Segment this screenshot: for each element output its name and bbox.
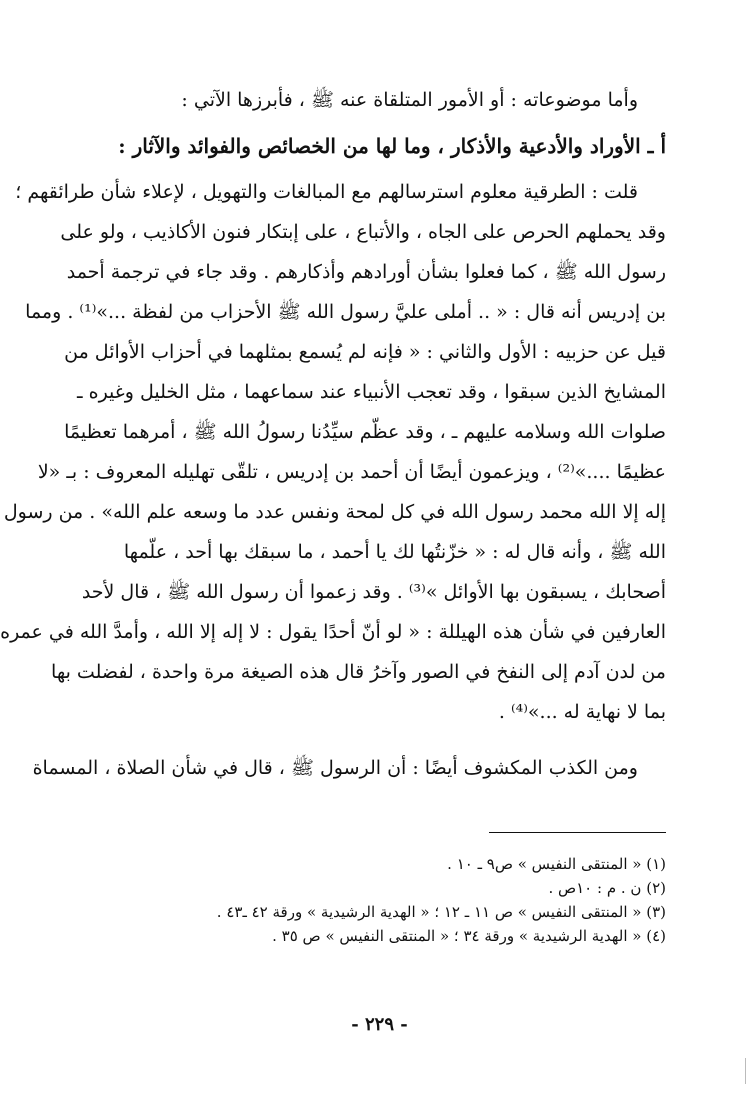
body-line: الله ﷺ ، وأنه قال له : « خزّنتُها لك يا أحمد ، ما سبقك بها أحد ، علّمها	[123, 541, 666, 563]
intro-paragraph	[76, 80, 666, 120]
body-line: من لدن آدم إلى النفخ في الصور وآخرُ قال هذه الصيغة مرة واحدة ، لفضلت بها	[51, 661, 666, 683]
footnote: (١) « المنتقى النفيس » ص٩ ـ ١٠ .	[447, 855, 666, 873]
footnote: (٤) « الهدية الرشيدية » ورقة ٣٤ ؛ « المنتقى النفيس » ص ٣٥ .	[272, 927, 666, 945]
body-line: عظيمًا ....»⁽²⁾ ، ويزعمون أيضًا أن أحمد بن إدريس ، تلقّى تهليله المعروف : بـ «لا	[37, 461, 666, 483]
footnotes	[76, 852, 666, 948]
body-line: بما لا نهاية له ...»⁽⁴⁾ .	[498, 701, 666, 723]
section-heading: أ ـ الأوراد والأدعية والأذكار ، وما لها من الخصائص والفوائد والآثار :	[118, 134, 666, 158]
page-number: - ٢٢٩ -	[351, 1014, 408, 1035]
body-line: قيل عن حزبيه : الأول والثاني : « فإنه لم يُسمع بمثلهما في أحزاب الأوائل من	[64, 341, 666, 363]
main-paragraph	[0, 172, 666, 732]
section-heading-block	[76, 126, 666, 166]
body-line: المشايخ الذين سبقوا ، وقد تعجب الأنبياء عند سماعهما ، مثل الخليل وغيره ـ	[77, 381, 666, 403]
body-line: قلت : الطرقية معلوم استرسالهم مع المبالغات والتهويل ، لإعلاء شأن طرائقهم ؛	[15, 181, 638, 203]
footnote-separator	[489, 832, 666, 833]
footnote: (٣) « المنتقى النفيس » ص ١١ ـ ١٢ ؛ « الهدية الرشيدية » ورقة ٤٢ ـ٤٣ .	[216, 903, 666, 921]
body-line: إله إلا الله محمد رسول الله في كل لمحة ونفس عدد ما وسعه علم الله» . من رسول	[3, 501, 666, 523]
footnote: (٢) ن . م : ١٠ص .	[548, 879, 666, 897]
closing-paragraph	[32, 748, 666, 788]
intro-line: وأما موضوعاته : أو الأمور المتلقاة عنه ﷺ ، فأبرزها الآتي :	[181, 89, 638, 111]
closing-line: ومن الكذب المكشوف أيضًا : أن الرسول ﷺ ، قال في شأن الصلاة ، المسماة	[32, 757, 638, 779]
margin-mark	[739, 1058, 746, 1084]
body-line: وقد يحملهم الحرص على الجاه ، والأتباع ، على إبتكار فنون الأكاذيب ، ولو على	[60, 221, 666, 243]
body-line: أصحابك ، يسبقون بها الأوائل »⁽³⁾ . وقد زعموا أن رسول الله ﷺ ، قال لأحد	[81, 581, 666, 603]
body-line: بن إدريس أنه قال : « .. أملى عليَّ رسول الله ﷺ الأحزاب من لفظة ...»⁽¹⁾ . ومما	[25, 301, 666, 323]
body-line: صلوات الله وسلامه عليهم ـ ، وقد عظّم سيِّدُنا رسولُ الله ﷺ ، أمرهما تعظيمًا	[64, 421, 666, 443]
body-line: العارفين في شأن هذه الهيللة : « لو أنّ أحدًا يقول : لا إله إلا الله ، وأمدَّ الله في عمره	[0, 621, 666, 643]
body-line: رسول الله ﷺ ، كما فعلوا بشأن أورادهم وأذكارهم . وقد جاء في ترجمة أحمد	[66, 261, 666, 283]
